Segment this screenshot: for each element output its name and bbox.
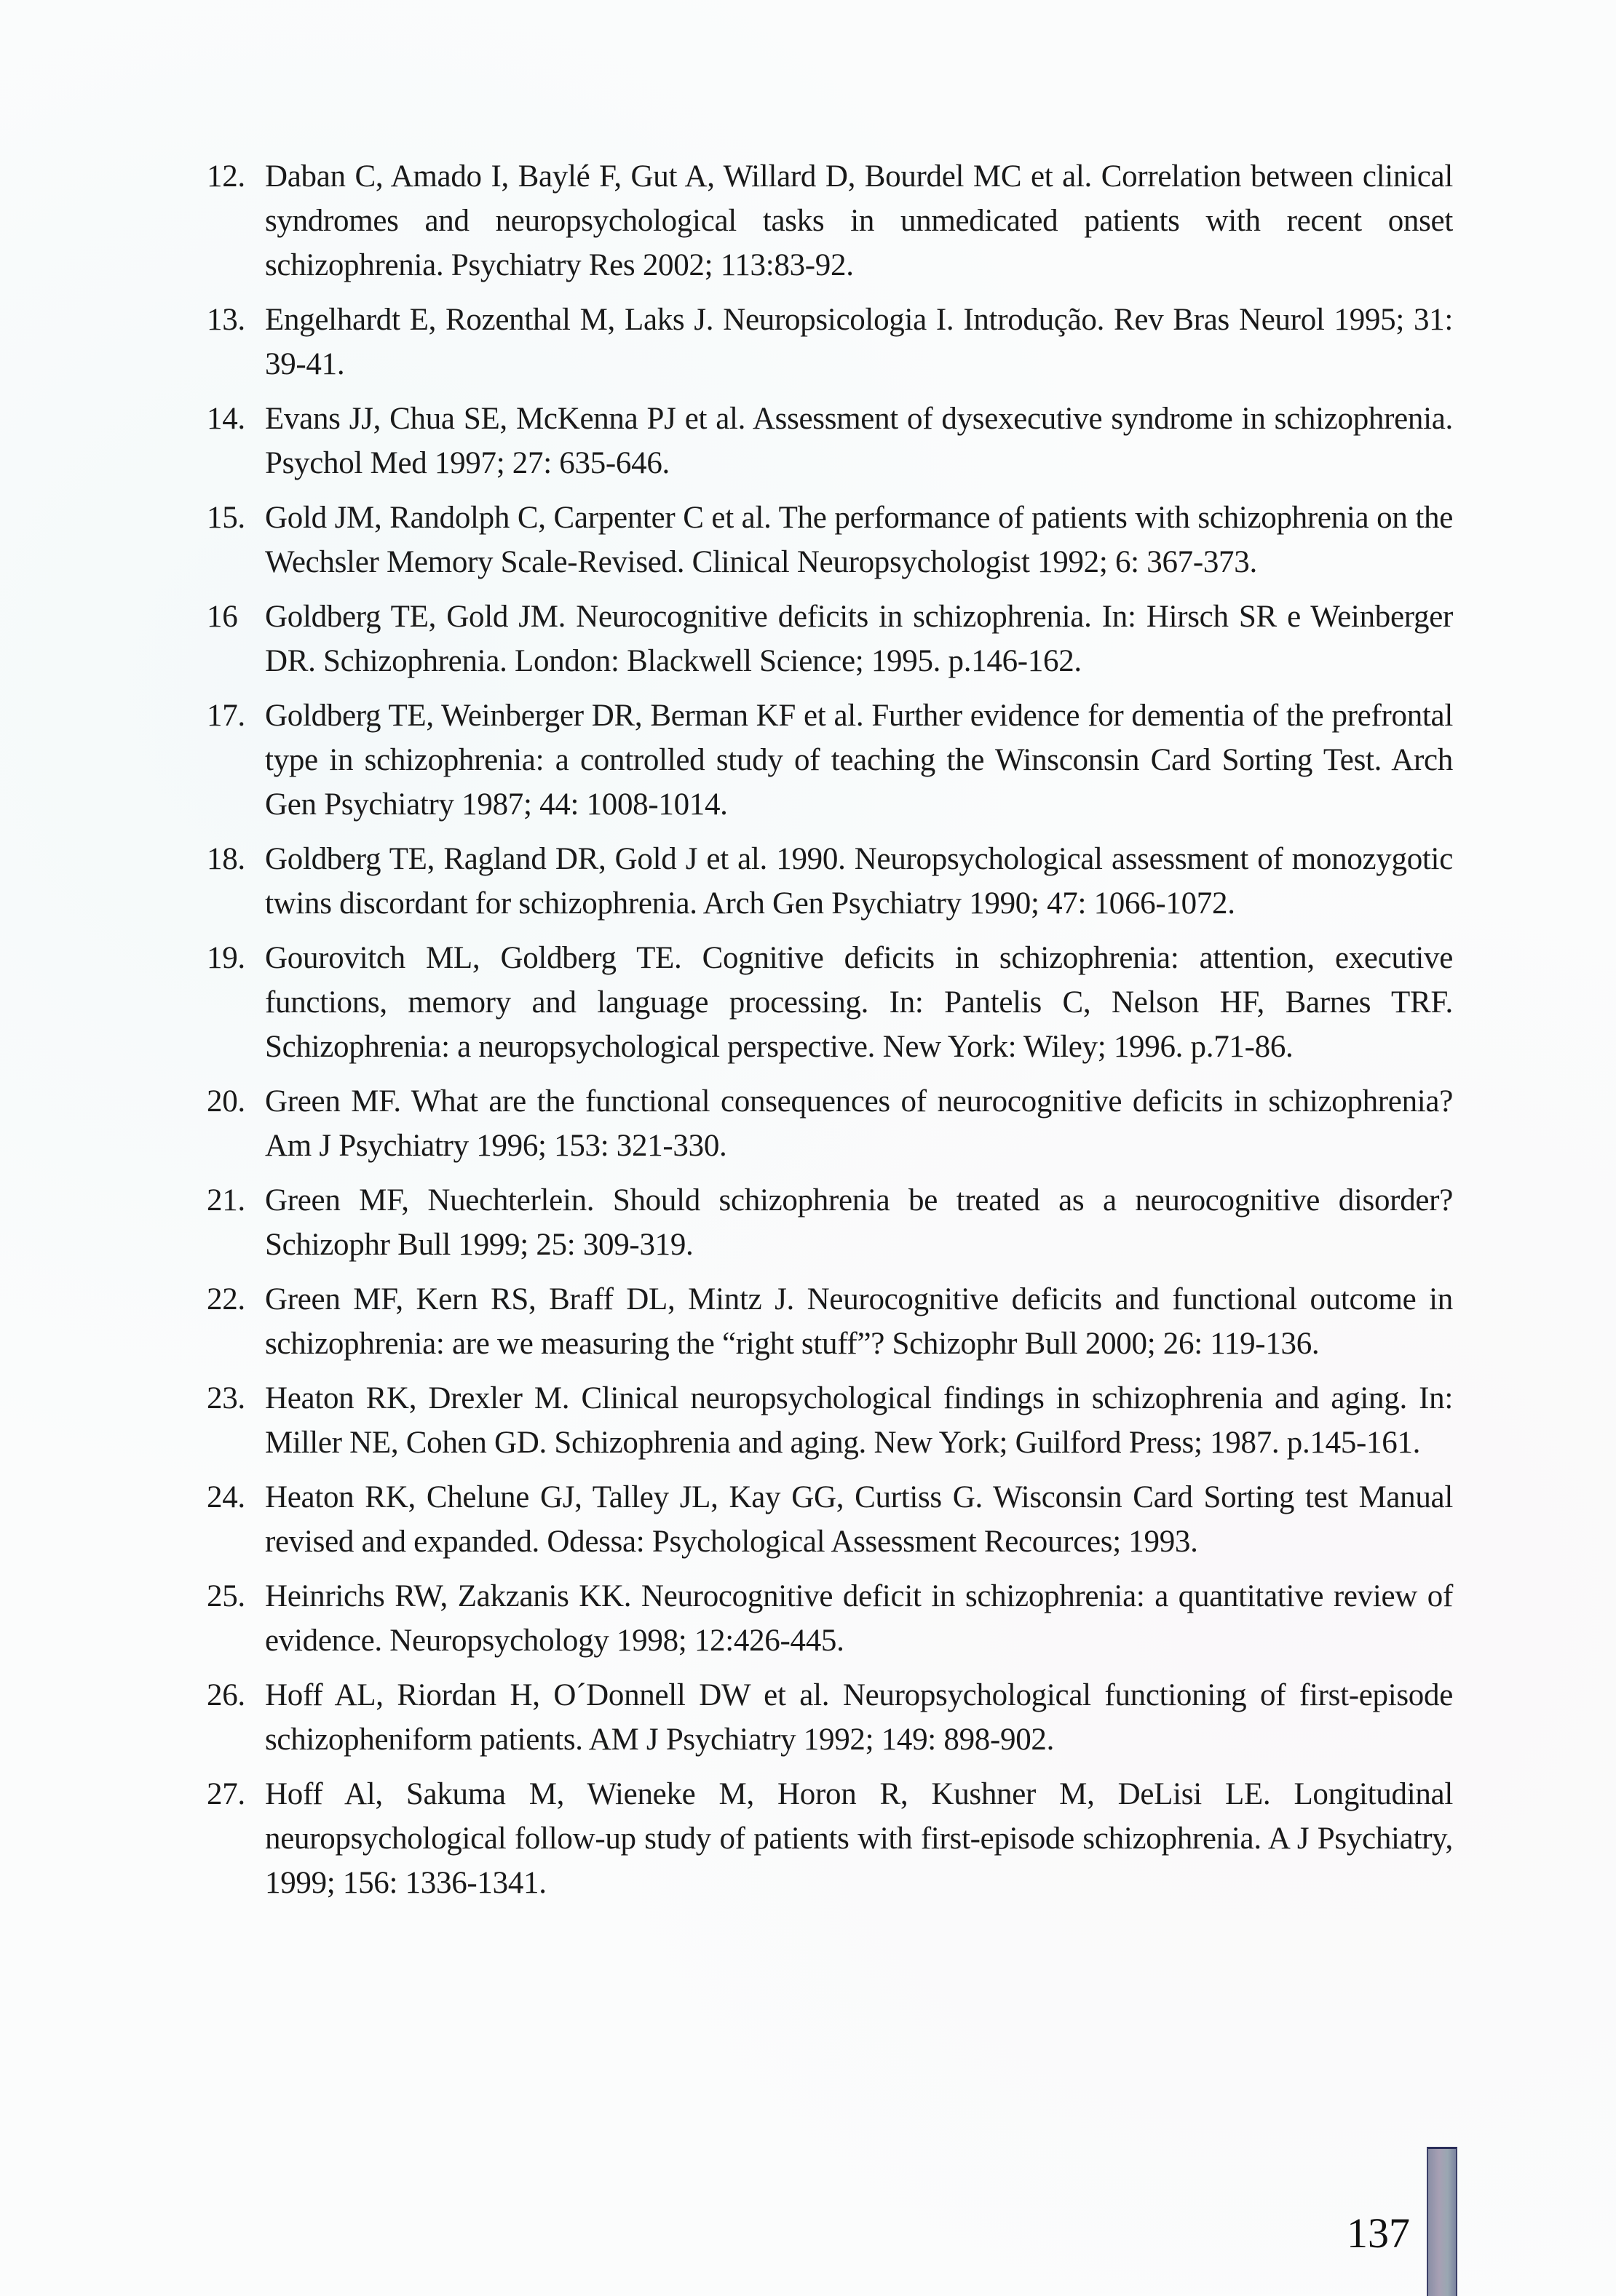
reference-number: 16 bbox=[207, 600, 238, 634]
reference-item bbox=[207, 1574, 1453, 1663]
reference-item bbox=[207, 496, 1453, 584]
reference-item bbox=[207, 154, 1453, 287]
reference-item bbox=[207, 1673, 1453, 1762]
reference-text: Green MF, Kern RS, Braff DL, Mintz J. Neurocognitive deficits and functional outcome in schizophrenia: are we measuring the “right stuff”? Schizophr Bull 2000; 26: 119-136. bbox=[265, 1282, 1453, 1361]
reference-number: 25. bbox=[207, 1579, 245, 1613]
reference-number: 26. bbox=[207, 1678, 245, 1712]
reference-item bbox=[207, 1277, 1453, 1366]
reference-number: 22. bbox=[207, 1282, 245, 1316]
reference-number: 21. bbox=[207, 1183, 245, 1217]
reference-text: Heaton RK, Chelune GJ, Talley JL, Kay GG, Curtiss G. Wisconsin Card Sorting test Manual revised and expanded. Odessa: Psychological Assessment Recources; 1993. bbox=[265, 1480, 1453, 1559]
reference-text: Hoff Al, Sakuma M, Wieneke M, Horon R, Kushner M, DeLisi LE. Longitudinal neuropsychological follow-up study of patients with first-episode schizophrenia. A J Psychiatry, 1999; 156: 1336-1341. bbox=[265, 1777, 1453, 1900]
reference-number: 17. bbox=[207, 699, 245, 733]
reference-item bbox=[207, 694, 1453, 827]
reference-text: Goldberg TE, Weinberger DR, Berman KF et al. Further evidence for dementia of the prefrontal type in schizophrenia: a controlled study of teaching the Winsconsin Card Sorting Test. Arch Gen Psychiatry 1987; 44: 1008-1014. bbox=[265, 699, 1453, 822]
reference-item bbox=[207, 936, 1453, 1069]
reference-list bbox=[207, 154, 1453, 1915]
reference-number: 19. bbox=[207, 941, 245, 975]
reference-text: Engelhardt E, Rozenthal M, Laks J. Neuropsicologia I. Introdução. Rev Bras Neurol 1995; 31: 39-41. bbox=[265, 303, 1453, 381]
reference-text: Green MF, Nuechterlein. Should schizophrenia be treated as a neurocognitive disorder? Schizophr Bull 1999; 25: 309-319. bbox=[265, 1183, 1453, 1262]
reference-number: 20. bbox=[207, 1084, 245, 1119]
reference-number: 27. bbox=[207, 1777, 245, 1811]
reference-text: Daban C, Amado I, Baylé F, Gut A, Willard D, Bourdel MC et al. Correlation between clinical syndromes and neuropsychological tasks in unmedicated patients with recent onset schizophrenia. Psychiatry Res 2002; 113:83-92. bbox=[265, 159, 1453, 282]
reference-item bbox=[207, 1475, 1453, 1564]
reference-item bbox=[207, 397, 1453, 485]
reference-item bbox=[207, 1178, 1453, 1267]
reference-text: Green MF. What are the functional consequences of neurocognitive deficits in schizophrenia? Am J Psychiatry 1996; 153: 321-330. bbox=[265, 1084, 1453, 1163]
reference-text: Heinrichs RW, Zakzanis KK. Neurocognitive deficit in schizophrenia: a quantitative review of evidence. Neuropsychology 1998; 12:426-445. bbox=[265, 1579, 1453, 1658]
reference-item bbox=[207, 1079, 1453, 1168]
reference-text: Hoff AL, Riordan H, O´Donnell DW et al. Neuropsychological functioning of first-episode schizopheniform patients. AM J Psychiatry 1992; 149: 898-902. bbox=[265, 1678, 1453, 1757]
reference-text: Goldberg TE, Ragland DR, Gold J et al. 1990. Neuropsychological assessment of monozygotic twins discordant for schizophrenia. Arch Gen Psychiatry 1990; 47: 1066-1072. bbox=[265, 842, 1453, 921]
reference-item bbox=[207, 837, 1453, 926]
reference-number: 14. bbox=[207, 402, 245, 436]
reference-text: Goldberg TE, Gold JM. Neurocognitive deficits in schizophrenia. In: Hirsch SR e Weinberger DR. Schizophrenia. London: Blackwell Science; 1995. p.146-162. bbox=[265, 600, 1453, 678]
reference-number: 12. bbox=[207, 159, 245, 194]
reference-item bbox=[207, 595, 1453, 683]
reference-text: Heaton RK, Drexler M. Clinical neuropsychological findings in schizophrenia and aging. In: Miller NE, Cohen GD. Schizophrenia and aging. New York; Guilford Press; 1987. p.145-161. bbox=[265, 1381, 1453, 1460]
page-number: 137 bbox=[1347, 2209, 1410, 2257]
reference-number: 15. bbox=[207, 501, 245, 535]
reference-item bbox=[207, 1376, 1453, 1465]
reference-text: Evans JJ, Chua SE, McKenna PJ et al. Assessment of dysexecutive syndrome in schizophrenia. Psychol Med 1997; 27: 635-646. bbox=[265, 402, 1453, 480]
reference-number: 23. bbox=[207, 1381, 245, 1415]
reference-text: Gourovitch ML, Goldberg TE. Cognitive deficits in schizophrenia: attention, executive functions, memory and language processing. In: Pantelis C, Nelson HF, Barnes TRF. Schizophrenia: a neuropsychological perspective. New York: Wiley; 1996. p.71-86. bbox=[265, 941, 1453, 1064]
reference-item bbox=[207, 1772, 1453, 1905]
reference-number: 24. bbox=[207, 1480, 245, 1514]
reference-number: 18. bbox=[207, 842, 245, 876]
reference-text: Gold JM, Randolph C, Carpenter C et al. The performance of patients with schizophrenia on the Wechsler Memory Scale-Revised. Clinical Neuropsychologist 1992; 6: 367-373. bbox=[265, 501, 1453, 579]
thumb-index-tab bbox=[1427, 2147, 1457, 2296]
reference-item bbox=[207, 298, 1453, 386]
reference-number: 13. bbox=[207, 303, 245, 337]
